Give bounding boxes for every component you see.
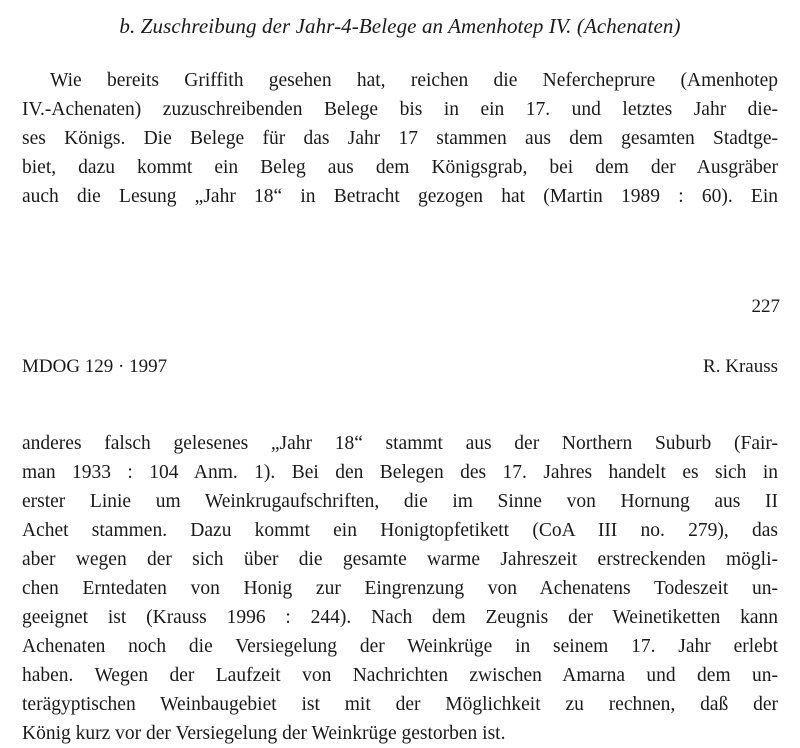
paragraph-line: biet, dazu kommt ein Beleg aus dem Königsgrab, bei dem der Ausgräber (22, 157, 778, 178)
section-heading: b. Zuschreibung der Jahr-4-Belege an Amenhotep IV. (Achenaten) (119, 14, 681, 38)
journal-citation: MDOG 129 · 1997 (22, 356, 168, 377)
paragraph-1 (22, 66, 778, 211)
paragraph-line: man 1933 : 104 Anm. 1). Bei den Belegen des 17. Jahres handelt es sich in (22, 462, 778, 483)
paragraph-line: Achenaten noch die Versiegelung der Weinkrüge in seinem 17. Jahr erlebt (22, 636, 778, 657)
paragraph-line: chen Erntedaten von Honig zur Eingrenzung von Achenatens Todeszeit un- (22, 578, 778, 599)
paragraph-line: aber wegen der sich über die gesamte warme Jahreszeit erstreckenden mögli- (22, 549, 778, 570)
paragraph-2 (22, 429, 778, 748)
page-number: 227 (751, 296, 780, 317)
paragraph-line: anderes falsch gelesenes „Jahr 18“ stammt aus der Northern Suburb (Fair- (22, 433, 778, 454)
paragraph-line: erster Linie um Weinkrugaufschriften, die im Sinne von Hornung aus II (22, 491, 778, 512)
paragraph-line: haben. Wegen der Laufzeit von Nachrichten zwischen Amarna und dem un- (22, 665, 778, 686)
paragraph-line: geeignet ist (Krauss 1996 : 244). Nach dem Zeugnis der Weinetiketten kann (22, 607, 778, 628)
paragraph-line: terägyptischen Weinbaugebiet ist mit der Möglichkeit zu rechnen, daß der (22, 694, 778, 715)
paragraph-line: auch die Lesung „Jahr 18“ in Betracht gezogen hat (Martin 1989 : 60). Ein (22, 186, 778, 207)
paragraph-line: Wie bereits Griffith gesehen hat, reichen die Nefercheprure (Amenhotep (50, 70, 778, 91)
paragraph-line: Achet stammen. Dazu kommt ein Honigtopfetikett (CoA III no. 279), das (22, 520, 778, 541)
running-header (22, 356, 778, 382)
paragraph-line: König kurz vor der Versiegelung der Weinkrüge gestorben ist. (22, 723, 506, 744)
paragraph-line: IV.-Achenaten) zuzuschreibenden Belege bis in ein 17. und letztes Jahr die- (22, 99, 778, 120)
author-name: R. Krauss (703, 356, 778, 377)
paragraph-line: ses Königs. Die Belege für das Jahr 17 stammen aus dem gesamten Stadtge- (22, 128, 778, 149)
